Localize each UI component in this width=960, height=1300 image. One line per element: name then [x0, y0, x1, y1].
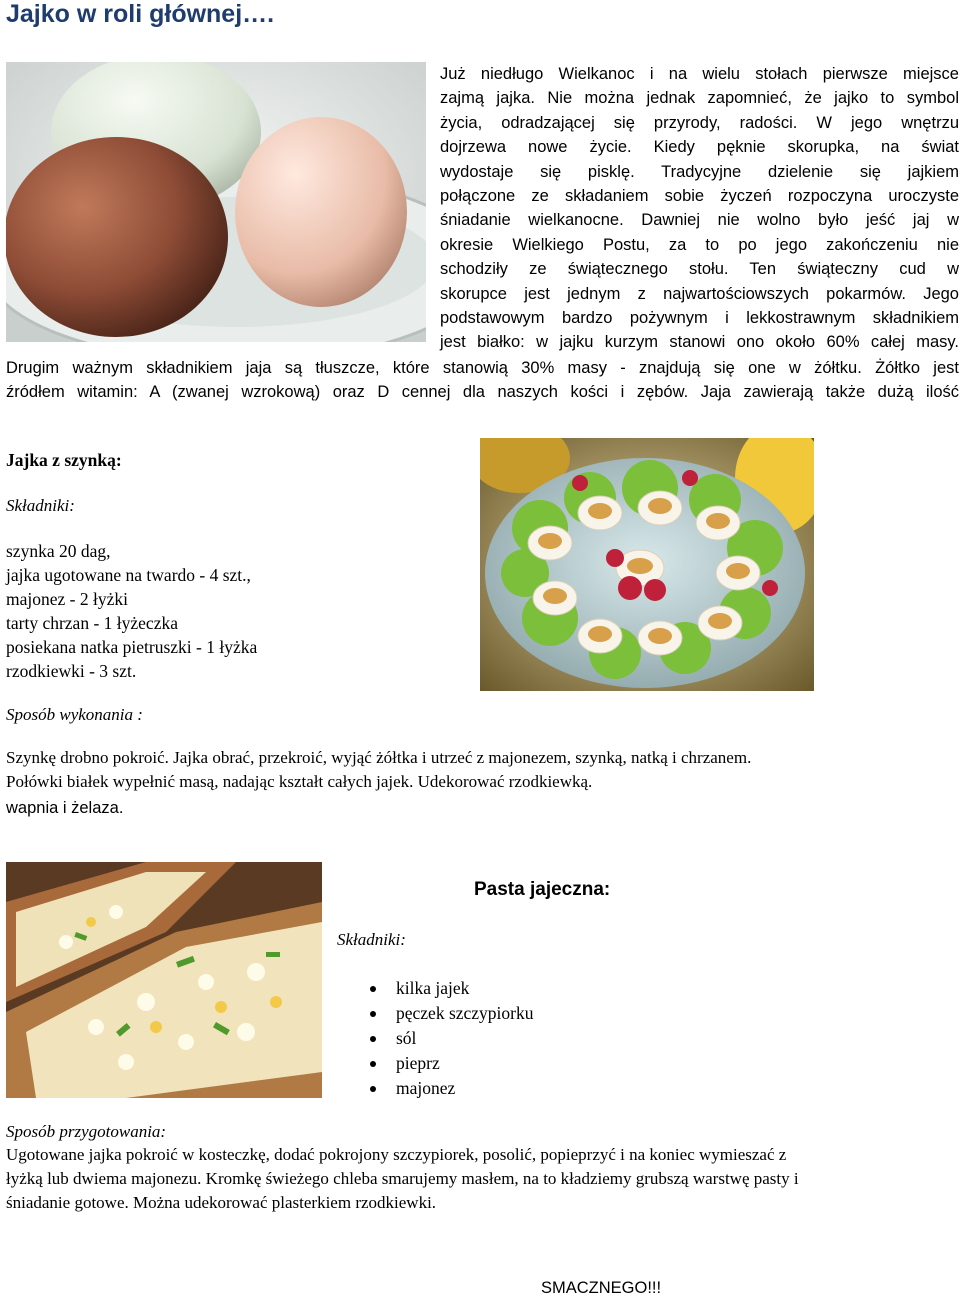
- ingredient-item: pęczek szczypiorku: [366, 1001, 534, 1026]
- ingredient-item: tarty chrzan - 1 łyżeczka: [6, 613, 178, 633]
- ingredient-item: rzodkiewki - 3 szt.: [6, 661, 137, 681]
- recipe2-method: [6, 1143, 959, 1215]
- intro-line: śniadanie wielkanocne. Dawniej nie wolno było jeść jaj w: [440, 211, 959, 230]
- ingredient-item: szynka 20 dag,: [6, 541, 111, 561]
- method-line: śniadanie gotowe. Można udekorować plasterkiem rzodkiewki.: [6, 1193, 437, 1212]
- intro-line: zajmą jajka. Nie można jednak zapomnieć, że jajko to symbol: [440, 89, 959, 108]
- recipe1-ingredients-list: [6, 539, 257, 683]
- intro-line: skorupce jest jednym z najwartościowszych pokarmów. Jego: [440, 284, 959, 303]
- ingredient-item: jajka ugotowane na twardo - 4 szt.,: [6, 565, 251, 585]
- ingredient-item: majonez - 2 łyżki: [6, 589, 128, 609]
- recipe2-ingredients-label: Składniki:: [337, 930, 406, 949]
- intro-line: połączone ze składaniem sobie życzeń rozpoczyna uroczyste: [440, 187, 959, 206]
- eggs-image: [6, 62, 426, 342]
- method-line: Połówki białek wypełnić masą, nadając kształt całych jajek. Udekorować rzodkiewką.: [6, 772, 593, 791]
- ingredient-item: majonez: [366, 1076, 534, 1101]
- recipe2-title: Pasta jajeczna:: [474, 879, 611, 900]
- intro-line: wydostaje się pisklę. Tradycyjne dzielenie się jajkiem: [440, 162, 959, 181]
- recipe1-title: Jajka z szynką:: [6, 450, 122, 470]
- intro-wide-line: źródłem witamin: A (zwanej wzrokową) oraz D cennej dla naszych kości i zębów. Jaja zawierają także dużą ilość: [6, 383, 959, 402]
- stuffed-eggs-photo: [480, 438, 814, 691]
- intro-paragraph: [440, 62, 959, 355]
- intro-continuation: [6, 356, 959, 405]
- recipe2-method-label: Sposób przygotowania:: [6, 1122, 167, 1141]
- recipe1-ingredients-label: Składniki:: [6, 496, 75, 515]
- ingredient-item: sól: [366, 1026, 534, 1051]
- intro-line: życia, odradzającej się przyrody, radości. W jego wnętrzu: [440, 113, 959, 132]
- intro-line: jest białko: w jajku kurzym stanowi ono około 60% całej masy.: [440, 333, 959, 352]
- method-line: łyżką lub dwiema majonezu. Kromkę świeżego chleba smarujemy masłem, na to kładziemy grubszą warstwę pasty i: [6, 1169, 799, 1188]
- ingredient-item: posiekana natka pietruszki - 1 łyżka: [6, 637, 258, 657]
- recipe2-ingredients-list: [366, 976, 534, 1101]
- method-line: Ugotowane jajka pokroić w kosteczkę, dodać pokrojony szczypiorek, posolić, popieprzyć i na koniec wymieszać z: [6, 1145, 787, 1164]
- intro-wide-line: Drugim ważnym składnikiem jaja są tłuszcze, które stanowią 30% masy - znajdują się one w żółtku. Żółtko jest: [6, 359, 959, 377]
- page-title: Jajko w roli głównej….: [6, 0, 275, 28]
- intro-line: okresie Wielkiego Postu, za to po jego zakończeniu nie: [440, 235, 959, 254]
- intro-line: podstawowym bardzo pożywnym i lekkostrawnym składnikiem: [440, 309, 959, 328]
- stuffed-eggs-image: [480, 438, 814, 691]
- method-line: Szynkę drobno pokroić. Jajka obrać, przekroić, wyjąć żółtka i utrzeć z majonezem, szynką, natką i chrzanem.: [6, 748, 752, 767]
- footer-text: SMACZNEGO!!!: [541, 1279, 662, 1297]
- egg-paste-photo: [6, 862, 322, 1098]
- intro-line: schodziły ze świątecznego stołu. Ten świąteczny cud w: [440, 260, 959, 279]
- eggs-photo: [6, 62, 426, 342]
- intro-line: Już niedługo Wielkanoc i na wielu stołach pierwsze miejsce: [440, 65, 959, 83]
- ingredient-item: pieprz: [366, 1051, 534, 1076]
- intro-line: dojrzewa nowe życie. Kiedy pęknie skorupka, na świat: [440, 138, 959, 157]
- recipe1-method: [6, 746, 959, 794]
- intro-tail: wapnia i żelaza.: [6, 799, 124, 817]
- recipe1-method-label: Sposób wykonania :: [6, 705, 143, 724]
- egg-paste-image: [6, 862, 322, 1098]
- ingredient-item: kilka jajek: [366, 976, 534, 1001]
